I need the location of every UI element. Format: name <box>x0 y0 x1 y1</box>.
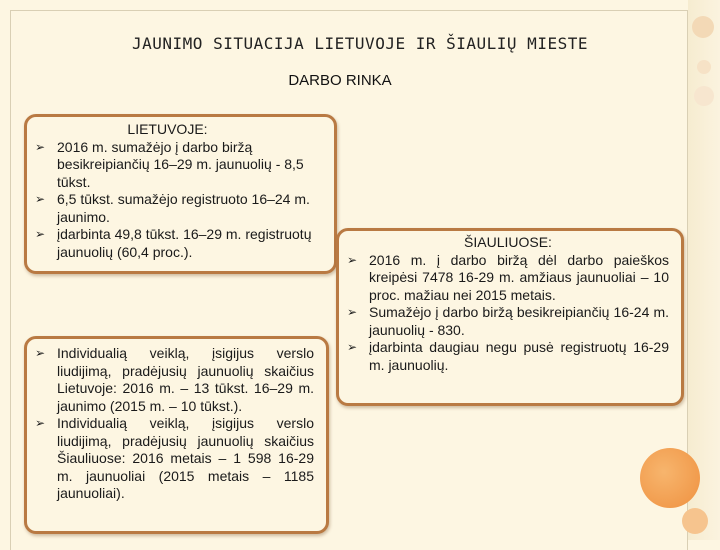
decorative-circle <box>697 60 711 74</box>
list-item <box>35 226 324 261</box>
arrow-bullet-icon: ➢ <box>347 340 358 354</box>
list-item <box>347 304 669 339</box>
decorative-circle <box>694 86 714 106</box>
decorative-circle <box>682 508 708 534</box>
siauliuose-heading: ŠIAULIUOSE: <box>464 234 552 250</box>
list-item-text: 2016 m. sumažėjo į darbo biržą besikreipiančių 16–29 m. jaunuolių - 8,5 tūkst. <box>57 138 304 190</box>
arrow-bullet-icon: ➢ <box>35 416 46 430</box>
list-item-text: 2016 m. į darbo biržą dėl darbo paieškos kreipėsi 7478 16-29 m. amžiaus jaunuoliai – 10 proc. mažiau nei 2015 metais. <box>369 251 669 303</box>
list-item-text: įdarbinta daugiau negu pusė registruotų 16-29 m. jaunuolių. <box>369 339 669 373</box>
lietuvoje-heading: LIETUVOJE: <box>127 121 208 137</box>
list-item <box>35 191 324 226</box>
siauliuose-box <box>336 228 684 406</box>
list-item-text: Sumažėjo į darbo biržą besikreipiančių 16-24 m. jaunuolių - 830. <box>369 304 669 338</box>
arrow-bullet-icon: ➢ <box>35 139 46 154</box>
list-item <box>35 139 324 192</box>
list-item <box>35 415 314 503</box>
list-item <box>347 252 669 305</box>
list-item-text: Individualią veiklą, įsigijus verslo liudijimą, pradėjusių jaunuolių skaičius Lietuvoje: 2016 m. – 13 tūkst. 16–29 m. jaunimo (2015 m. – 10 tūkst.). <box>57 345 314 414</box>
list-item-text: Individualią veiklą, įsigijus verslo liudijimą, pradėjusių jaunuolių skaičius Šiauliuose: 2016 metais – 1 598 16-29 m. jaunuoliai (2015 metais – 1185 jaunuoliai). <box>57 415 314 501</box>
verslo-liudijimas-box <box>24 336 329 534</box>
list-item <box>347 339 669 374</box>
decorative-orange-circle <box>640 448 700 508</box>
arrow-bullet-icon: ➢ <box>35 346 46 360</box>
slide-title: JAUNIMO SITUACIJA LIETUVOJE IR ŠIAULIŲ MIESTE <box>132 34 588 53</box>
lietuvoje-box <box>24 114 337 274</box>
slide-subtitle: DARBO RINKA <box>288 72 392 89</box>
arrow-bullet-icon: ➢ <box>35 192 46 206</box>
list-item-text: 6,5 tūkst. sumažėjo registruoto 16–24 m. jaunimo. <box>57 191 310 225</box>
arrow-bullet-icon: ➢ <box>35 227 46 241</box>
arrow-bullet-icon: ➢ <box>347 305 358 319</box>
list-item-text: įdarbinta 49,8 tūkst. 16–29 m. registruotų jaunuolių (60,4 proc.). <box>57 226 312 260</box>
list-item <box>35 345 314 415</box>
arrow-bullet-icon: ➢ <box>347 252 358 267</box>
